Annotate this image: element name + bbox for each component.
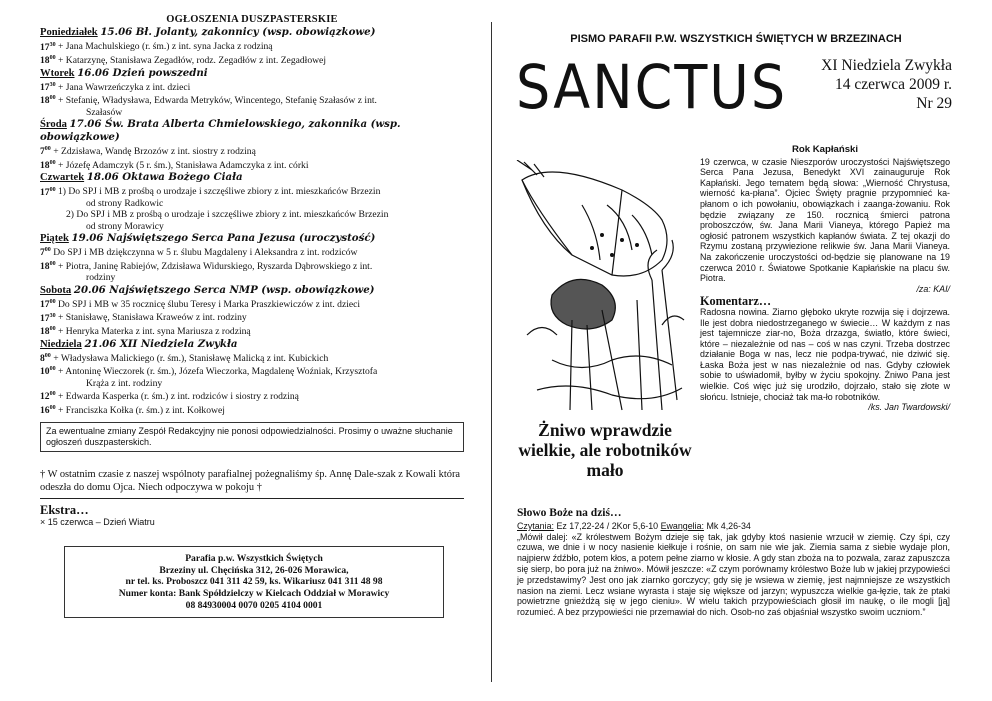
mass-intention <box>40 389 464 403</box>
mass-intention <box>40 259 464 273</box>
mass-intention <box>40 324 464 338</box>
day-description: 21.06 XII Niedziela Zwykła <box>84 337 238 350</box>
day-name: Niedziela <box>40 338 82 350</box>
intention-text: + Zdzisława, Wandę Brzozów z int. siostry z rodziną <box>50 146 256 158</box>
mass-minutes: 30 <box>49 312 56 319</box>
slowo-boze-heading: Słowo Boże na dziś… <box>517 507 622 519</box>
day-heading <box>40 171 464 184</box>
mass-time <box>40 82 56 93</box>
day-heading <box>40 118 464 144</box>
right-text-column <box>700 145 950 413</box>
czytania-label: Czytania: <box>517 520 554 531</box>
mass-continuation: rodziny <box>86 272 116 284</box>
mass-intention <box>40 144 464 158</box>
intention-text: + Piotra, Janinę Rabiejów, Zdzisława Widurskiego, Ryszarda Dąbrowskiego z int. <box>55 260 373 272</box>
day-description: 17.06 Św. Brata Alberta Chmielowskiego, zakonnika (wsp. obowiązkowe) <box>40 118 401 144</box>
mass-intention <box>40 80 464 94</box>
intention-text: Do SPJ i MB w 35 rocznicę ślubu Teresy i Marka Praszkiewiczów z int. dzieci <box>55 298 361 310</box>
mass-continuation: od strony Radkowic <box>86 197 164 209</box>
masthead: PISMO PARAFII P.W. WSZYSTKICH ŚWIĘTYCH W BRZEZINACH <box>570 33 902 45</box>
readings-line <box>517 521 950 532</box>
days-list <box>40 26 464 416</box>
day-heading <box>40 284 464 297</box>
mass-continuation: od strony Morawicy <box>86 220 164 232</box>
mass-minutes: 00 <box>49 55 56 61</box>
day-heading <box>40 232 464 245</box>
intention-text: + Jana Wawrzeńczyka z int. dzieci <box>55 81 191 93</box>
mass-minutes: 00 <box>49 404 56 411</box>
komentarz-text: Radosna nowina. Ziarno głęboko ukryte rozwija się i dojrzewa. Ile jest dobra niedostrzeganego w świecie… W każdym z nas jest tajemnicze ziar-no, Boża drzazga, światło, które świeci, które – niezależnie od nas – coś w nas czyni. Trzeba dostrzec działanie Boga w nas, lecz nie podpa-trywać, nie dziwić się. Łaska Boża jest w nas niezależnie od nas. Gdyby człowiek sobie to uświadomił, byłby w życiu spokojny. Żniwo Pana jest wielkie. Coś więc już się urodziło, dojrzało, stało się złote w słońcu. Istnieje, chociaż tak ma-ło robotników. <box>700 306 950 402</box>
mass-hour: 12 <box>40 391 50 403</box>
day-name: Środa <box>40 119 67 131</box>
gospel-text: „Mówił dalej: «Z królestwem Bożym dzieje się tak, jak gdyby ktoś nasienie wrzucił w ziemię. Czy śpi, czy czuwa, we dnie i w nocy nasienie kiełkuje i rośnie, on sam nie wie jak. Ziemia sama z siebie wydaje plon, najpierw źdźbło, potem kłos, a potem pełne ziarno w kłosie. A gdy stan zboża na to pozwala, zaraz zapuszcza się sierp, bo pora już na żniwo». Mówił jeszcze: «Z czym porównamy królestwo Boże lub w jakiej przypowieści je przedstawimy? Jest ono jak ziarnko gorczycy; gdy się je wsiewa w ziemię, jest najmniejsze ze wszystkich nasion na ziemi. Lecz wsiane wyrasta i staje się większe od jarzyn; wypuszcza wielkie ga-łęzie, tak że ptaki powietrzne gnieżdżą się w jego cieniu». W wielu takich przypowieściach głosił im naukę, o ile mogli [ją] rozumieć. A bez przypowieści nie przemawiał do nich. Osob-no zaś objaśniał wszystko swoim uczniom.” <box>517 531 950 618</box>
mass-hour: 10 <box>40 366 50 378</box>
obituary-notice: † W ostatnim czasie z naszej wspólnoty parafialnej pożegnaliśmy śp. Annę Dale-szak z Kowali która odeszła do domu Ojca. Niech odpoczywa w pokoju † <box>40 468 464 499</box>
ekstra-heading: Ekstra… <box>40 503 89 518</box>
disclaimer-text: Za ewentualne zmiany Zespół Redakcyjny nie ponosi odpowiedzialności. Prosimy o uważne słuchanie ogłoszeń duszpasterskich. <box>46 426 453 448</box>
column-divider <box>491 22 492 682</box>
day-name: Czwartek <box>40 172 85 184</box>
intention-text: + Jana Machulskiego (r. śm.) z int. syna Jacka z rodziną <box>55 41 273 53</box>
mass-minutes: 00 <box>49 298 56 305</box>
day-name: Piątek <box>40 233 69 245</box>
address-line: Brzeziny ul. Chęcińska 312, 26-026 Morawica, <box>159 564 349 576</box>
mass-time <box>40 261 56 272</box>
mass-intention <box>40 297 464 311</box>
komentarz-heading: Komentarz… <box>700 294 772 309</box>
mass-time <box>40 247 51 258</box>
mass-time <box>40 391 56 402</box>
mass-minutes: 30 <box>49 41 56 48</box>
mass-intention <box>40 403 464 417</box>
ewangelia-label: Ewangelia: <box>660 520 704 531</box>
mass-minutes: 00 <box>49 325 56 332</box>
mass-intention <box>40 310 464 324</box>
parish-address-box <box>64 546 444 618</box>
intention-text: + Edwarda Kasperka (r. śm.) z int. rodziców i siostry z rodziną <box>55 391 299 403</box>
mass-hour: 7 <box>40 247 45 259</box>
mass-intention <box>40 93 464 107</box>
slowo-boze-section <box>517 508 950 618</box>
mass-time <box>40 299 56 310</box>
mass-time <box>40 353 51 364</box>
mass-hour: 7 <box>40 146 45 158</box>
day-heading <box>40 26 464 39</box>
day-name: Sobota <box>40 284 72 296</box>
intention-text: + Stefanię, Władysława, Edwarda Metryków, Wincentego, Stefanię Szałasów z int. <box>55 95 377 107</box>
rok-kaplanski-source: /za: KAI/ <box>916 283 950 294</box>
mass-minutes: 00 <box>49 186 56 193</box>
mass-time <box>40 95 56 106</box>
mass-intention <box>40 351 464 365</box>
ekstra-item: × 15 czerwca – Dzień Wiatru <box>40 516 155 527</box>
mass-time <box>40 313 56 324</box>
mass-hour: 8 <box>40 352 45 364</box>
day-description: 20.06 Najświętszego Serca NMP (wsp. obowiązkowe) <box>73 283 375 296</box>
disclaimer-box <box>40 422 464 452</box>
intention-text: + Stanisławę, Stanisława Kraweów z int. rodziny <box>55 312 247 324</box>
address-line: Parafia p.w. Wszystkich Świętych <box>185 553 323 565</box>
issue-sunday: XI Niedziela Zwykła <box>821 57 952 74</box>
rok-kaplanski-text: 19 czerwca, w czasie Nieszporów uroczystości Najświętszego Serca Pana Jezusa, Benedykt XVI zainauguruje Rok Kapłański. Jego tematem będą słowa: „Wierność Chrystusa, wierność ka-płana”. Ojciec Święty pragnie przypomnieć ka-płanom o ich powołaniu, obowiązkach i zaanga-żowaniu. Rok będzie związany ze 150. rocznicą śmierci patrona proboszczów, św. Jana Marii Vianeya, którego Papież ma ogłosić patronem wszystkich kapłanów świata. Z tej okazji do Rzymu zostaną przywiezione relikwie św. Jana Marii Vianeya. Na zakończenie uroczystości od-będzie się planowane na 19 czerwca 2010 r. Światowe Spotkanie Kapłańskie na placu św. Piotra. <box>700 156 950 284</box>
announcements-column <box>40 14 464 618</box>
announcements-title: OGŁOSZENIA DUSZPASTERSKIE <box>166 14 338 25</box>
mass-hour: 18 <box>40 55 50 67</box>
mass-intention <box>40 158 464 172</box>
mass-time <box>40 146 51 157</box>
mass-hour: 18 <box>40 159 50 171</box>
mass-minutes: 00 <box>49 391 56 398</box>
mass-intention <box>40 39 464 53</box>
mass-continuation: Krąża z int. rodziny <box>86 377 163 389</box>
mass-minutes: 00 <box>44 352 51 359</box>
day-name: Poniedziałek <box>40 27 98 39</box>
issue-number: Nr 29 <box>916 95 952 112</box>
mass-minutes: 00 <box>44 247 51 254</box>
day-description: 16.06 Dzień powszedni <box>77 66 208 79</box>
day-description: 19.06 Najświętszego Serca Pana Jezusa (uroczystość) <box>71 232 376 245</box>
czytania-refs: Ez 17,22-24 / 2Kor 5,6-10 <box>554 520 661 531</box>
rok-kaplanski-title: Rok Kapłański <box>791 144 859 155</box>
intention-text: + Katarzynę, Stanisława Zegadłów, rodz. Zegadłów z int. Zegadłowej <box>55 55 326 67</box>
sanctus-logo: SANCTUS <box>516 52 788 123</box>
mass-intention <box>40 53 464 67</box>
main-headline: Żniwo wprawdzie wielkie, ale robotników mało <box>518 420 692 480</box>
mass-minutes: 00 <box>49 366 56 373</box>
mass-intention <box>40 245 464 259</box>
mass-hour: 16 <box>40 404 50 416</box>
mass-minutes: 00 <box>49 159 56 166</box>
day-heading <box>40 67 464 80</box>
mass-hour: 17 <box>40 186 50 198</box>
day-name: Wtorek <box>40 67 75 79</box>
mass-time <box>40 366 56 377</box>
address-line: Numer konta: Bank Spółdzielczy w Kielcach Oddział w Morawicy <box>118 587 390 599</box>
mass-time <box>40 42 56 53</box>
address-line: nr tel. ks. Proboszcz 041 311 42 59, ks. Wikariusz 041 311 48 98 <box>125 576 383 588</box>
intention-text: 1) Do SPJ i MB z prośbą o urodzaje i szczęśliwe zbiory z int. mieszkańców Brzezin <box>55 186 381 198</box>
mass-hour: 17 <box>40 312 50 324</box>
mass-time <box>40 160 56 171</box>
intention-text: + Józefę Adamczyk (5 r. śm.), Stanisława Adamczyka z int. córki <box>55 159 309 171</box>
mass-minutes: 30 <box>49 81 56 88</box>
mass-hour: 17 <box>40 81 50 93</box>
komentarz-author: /ks. Jan Twardowski/ <box>868 402 950 413</box>
mass-intention: 2) Do SPJ i MB z prośbą o urodzaje i szczęśliwe zbiory z int. mieszkańców Brzezin <box>66 209 389 221</box>
mass-time <box>40 326 56 337</box>
mass-hour: 17 <box>40 41 50 53</box>
intention-text: + Władysława Malickiego (r. śm.), Stanisławę Malicką z int. Kubickich <box>50 352 329 364</box>
mass-hour: 17 <box>40 298 50 310</box>
address-line: 08 84930004 0070 0205 4104 0001 <box>185 599 323 611</box>
day-heading <box>40 338 464 351</box>
harvest-hand-illustration <box>512 160 692 415</box>
issue-date: 14 czerwca 2009 r. <box>834 76 952 93</box>
mass-intention <box>40 364 464 378</box>
mass-time <box>40 55 56 66</box>
day-description: 18.06 Oktawa Bożego Ciała <box>86 171 243 184</box>
intention-text: + Antoninę Wieczorek (r. śm.), Józefa Wieczorka, Magdalenę Woźniak, Krzysztofa <box>55 366 378 378</box>
mass-time <box>40 187 56 198</box>
mass-continuation: Szałasów <box>86 106 123 118</box>
mass-minutes: 00 <box>49 260 56 267</box>
mass-intention <box>40 184 464 198</box>
mass-hour: 18 <box>40 326 50 338</box>
mass-minutes: 00 <box>49 95 56 102</box>
issue-info <box>821 56 952 113</box>
intention-text: + Henryka Materka z int. syna Mariusza z rodziną <box>55 326 251 338</box>
mass-minutes: 00 <box>44 146 51 153</box>
day-description: 15.06 Bł. Jolanty, zakonnicy (wsp. obowiązkowe) <box>100 26 376 39</box>
intention-text: Do SPJ i MB dziękczynna w 5 r. ślubu Magdaleny i Aleksandra z int. rodziców <box>50 247 358 259</box>
intention-text: + Franciszka Kołka (r. śm.) z int. Kołkowej <box>55 404 225 416</box>
mass-time <box>40 405 56 416</box>
ewangelia-ref: Mk 4,26-34 <box>704 520 751 531</box>
mass-hour: 18 <box>40 260 50 272</box>
mass-hour: 18 <box>40 95 50 107</box>
